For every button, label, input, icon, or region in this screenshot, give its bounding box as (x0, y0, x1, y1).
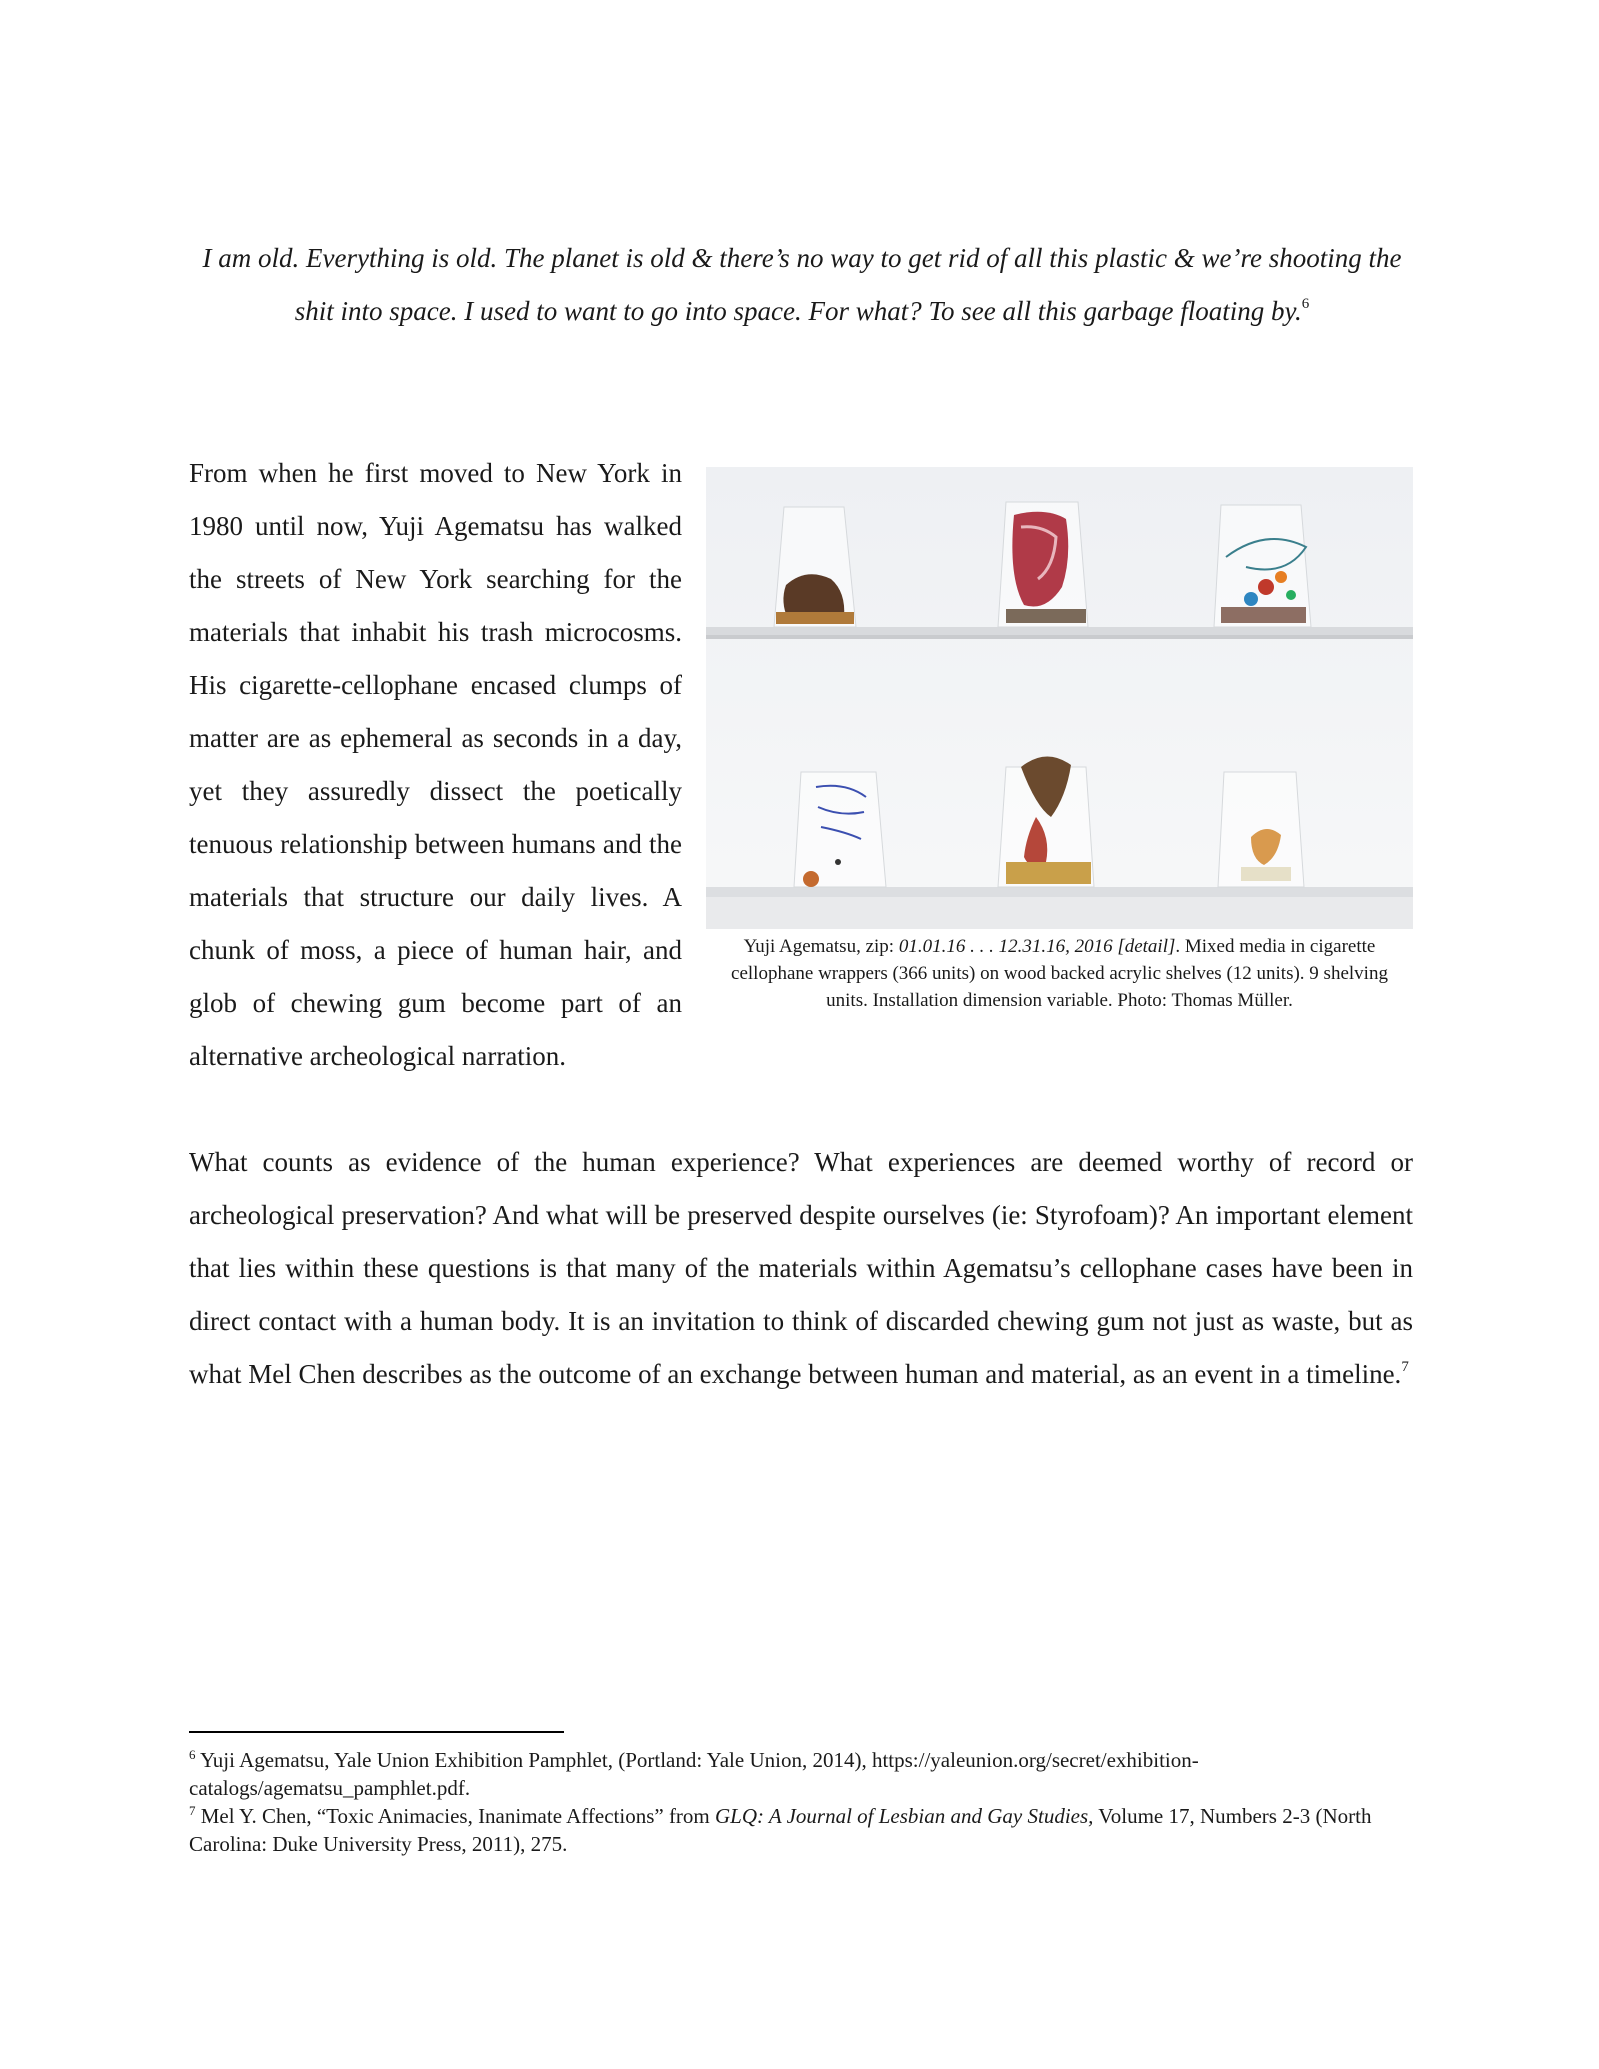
body-text (189, 447, 1413, 1401)
cellophane-unit (1214, 505, 1311, 627)
paragraph-2 (189, 1136, 1413, 1401)
footnote-ref-7[interactable]: 7 (1401, 1359, 1409, 1375)
epigraph-quote (188, 232, 1416, 338)
cellophane-unit (998, 502, 1088, 627)
artwork-figure (706, 467, 1413, 1014)
cellophane-unit (794, 772, 886, 887)
artwork-photo (706, 467, 1413, 929)
footnotes (189, 1746, 1419, 1858)
paragraph-2-text: What counts as evidence of the human experience? What experiences are deemed worthy of record or archeological preservation? And what will be preserved despite ourselves (ie: Styrofoam)? An important element that lies within these questions is that many of the materials within Agematsu’s cellophane cases have been in direct contact with a human body. It is an invitation to think of discarded chewing gum not just as waste, but as what Mel Chen describes as the outcome of an exchange between human and material, as an event in a timeline. (189, 1147, 1413, 1389)
footnote-ref-6[interactable]: 6 (1301, 296, 1310, 312)
paragraph-1-text: From when he first moved to New York in 1980 until now, Yuji Agematsu has walked the streets of New York searching for the materials that inhabit his trash microcosms. His cigarette-cellophane encased clumps of matter are as ephemeral as seconds in a day, yet they assuredly dissect the poetically tenuous relationship between humans and the materials that structure our daily lives. A chunk of moss, a piece of human hair, and glob of chewing gum become part of an alternative archeological narration. (189, 458, 682, 1071)
footnote-7: $^7$ Mel Y. Chen, “Toxic Animacies, Inanimate Affections” from GLQ: A Journal of Lesbian and Gay Studies, Volume 17, Numbers 2-3 (North Carolina: Duke University Press, 2011), 275. (189, 1803, 1372, 1856)
cellophane-unit (998, 756, 1094, 887)
footnote-separator (189, 1731, 564, 1733)
epigraph-text: I am old. Everything is old. The planet is old & there’s no way to get rid of all this plastic & we’re shooting the shit into space. I used to want to go into space. For what? To see all this garbage floating by. (202, 243, 1402, 326)
cellophane-unit (1218, 772, 1304, 887)
figure-caption: Yuji Agematsu, zip: 01.01.16 . . . 12.31.16, 2016 [detail]. Mixed media in cigarette cellophane wrappers (366 units) on wood backed acrylic shelves (12 units). 9 shelving units. Installation dimension variable. Photo: Thomas Müller. (731, 936, 1388, 1011)
footnote-6: $^6$ Yuji Agematsu, Yale Union Exhibition Pamphlet, (Portland: Yale Union, 2014), https://yaleunion.org/secret/exhibition-catalogs/agematsu_pamphlet.pdf. (189, 1747, 1199, 1800)
cellophane-unit (774, 507, 856, 627)
